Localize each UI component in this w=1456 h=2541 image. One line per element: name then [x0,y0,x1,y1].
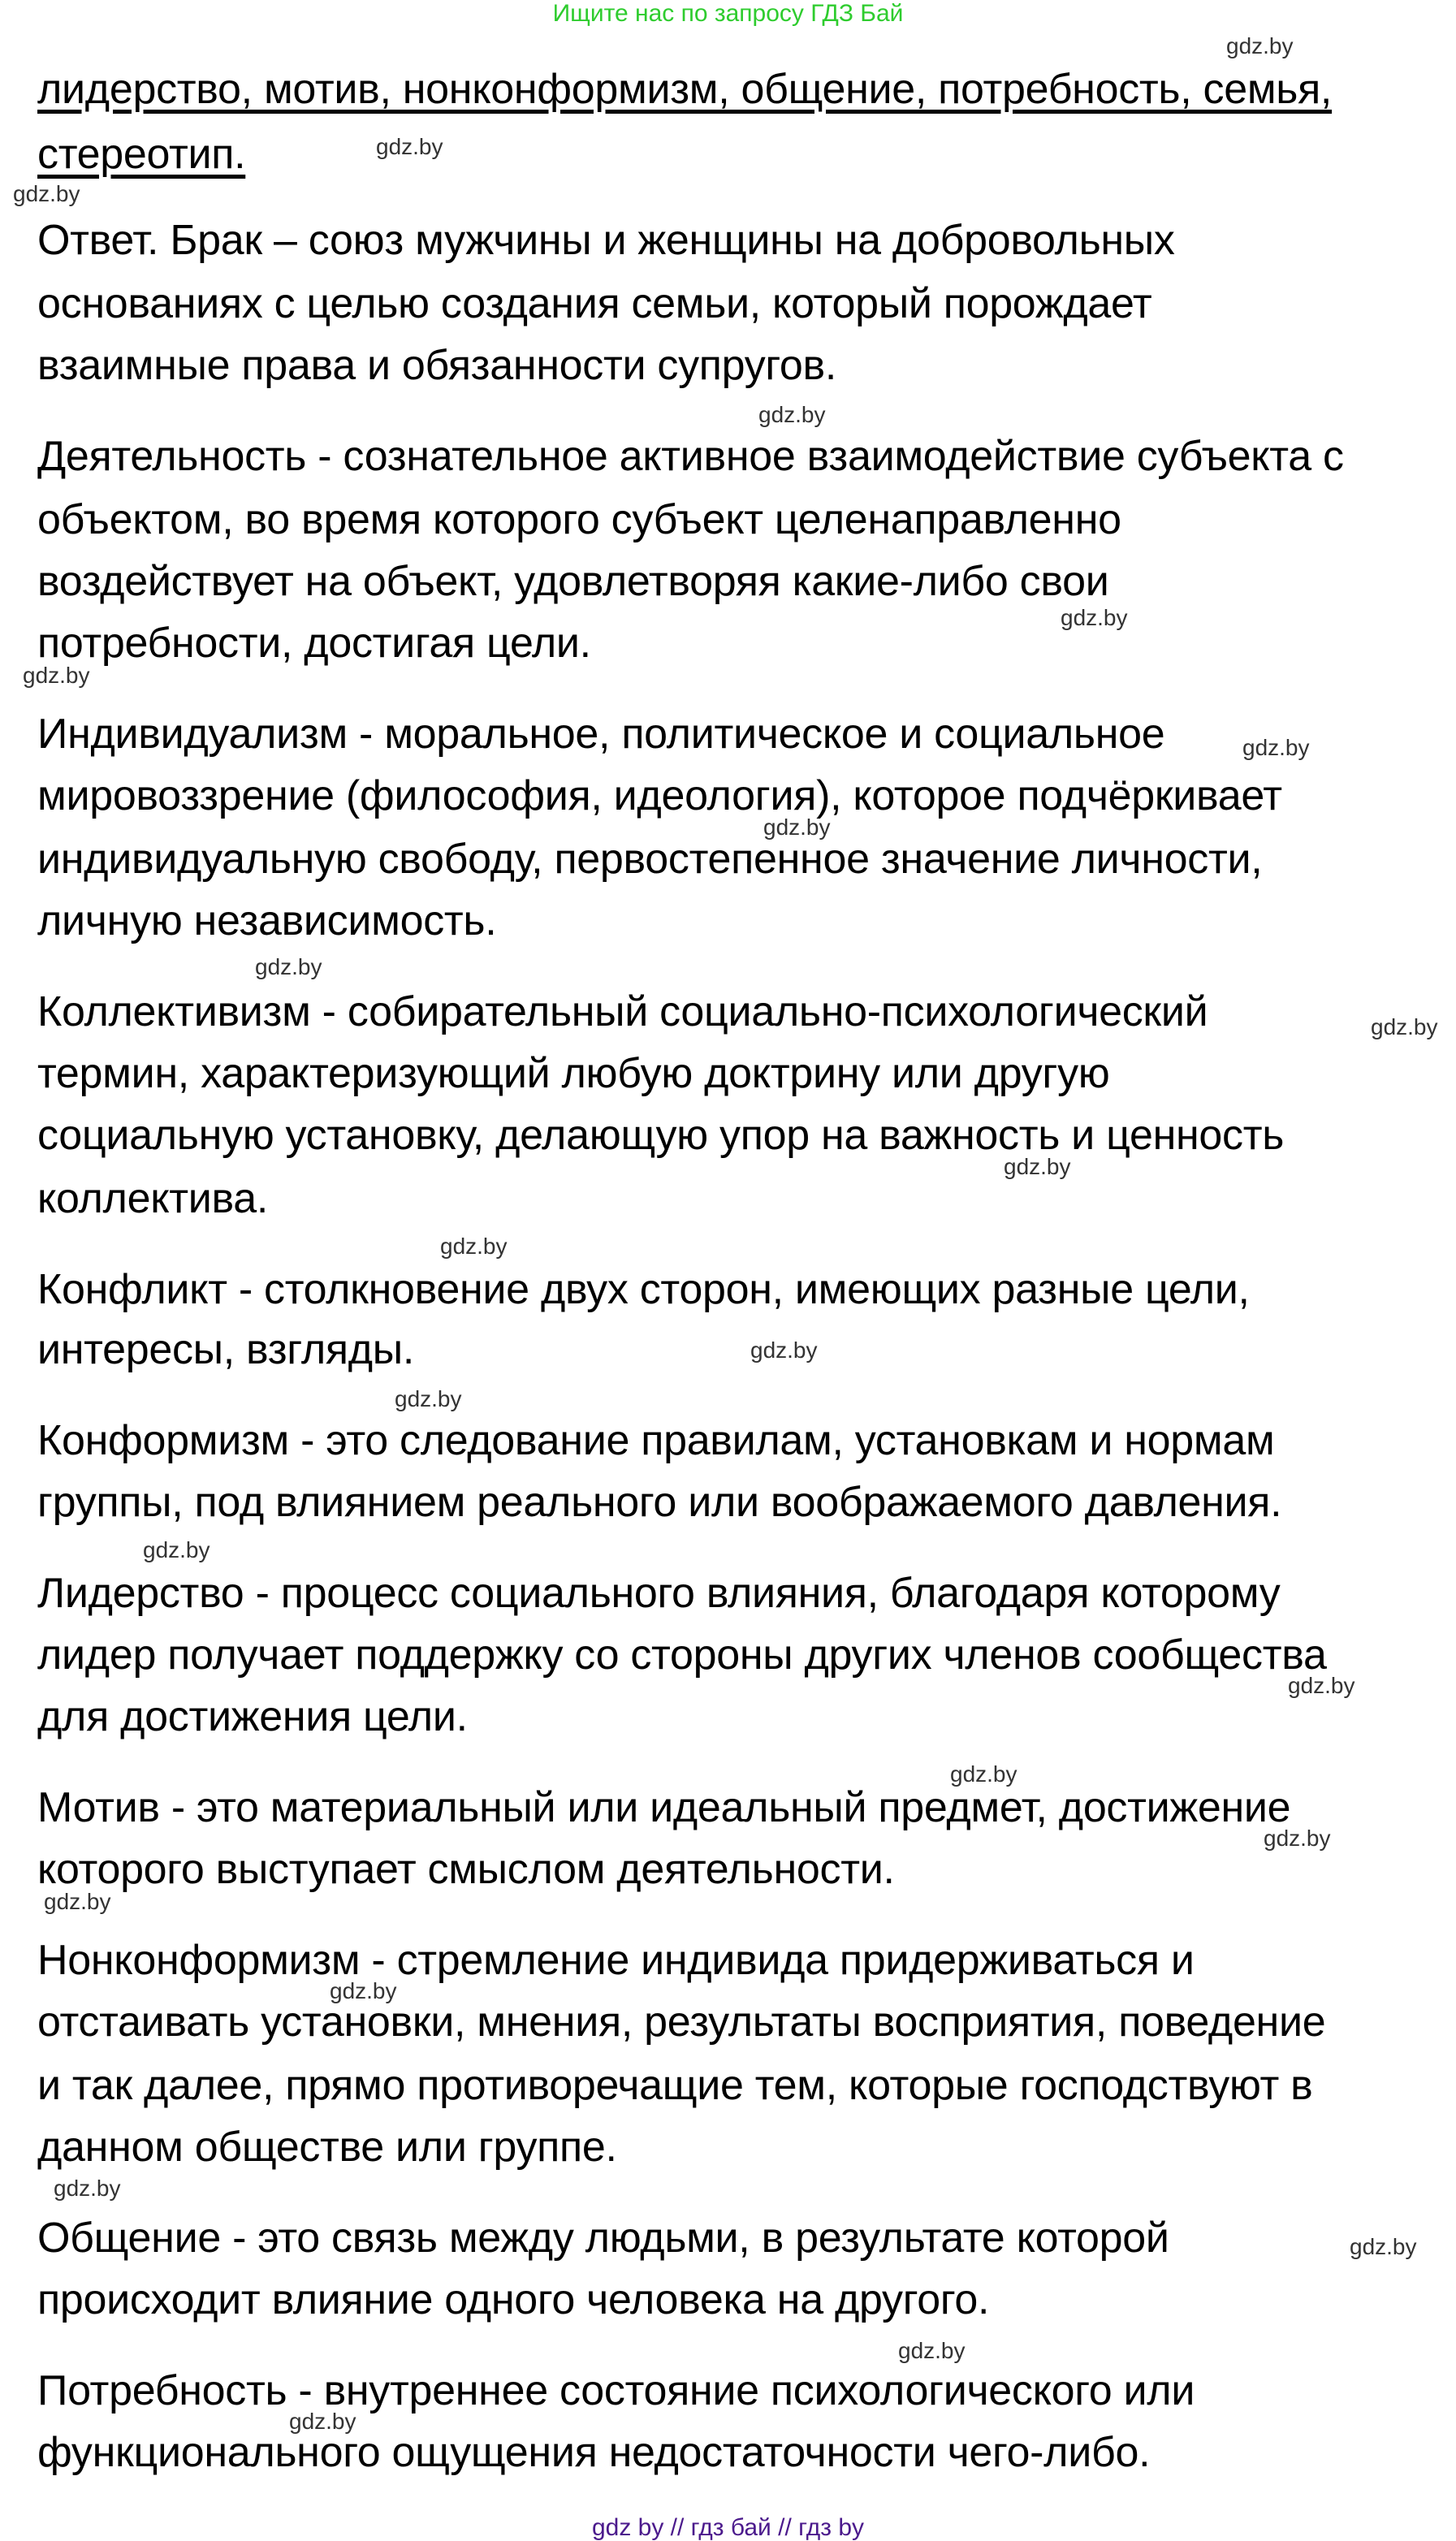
definition-line: воздействует на объект, удовлетворяя какие-либо свои [37,558,1109,605]
watermark-text: gdz.by [395,1386,462,1411]
definition-line: мировоззрение (философия, идеология), которое подчёркивает [37,772,1282,819]
definition-line: группы, под влиянием реального или воображаемого давления. [37,1479,1282,1526]
definition-line: Конфликт - столкновение двух сторон, имеющих разные цели, [37,1266,1250,1313]
watermark-text: gdz.by [898,2338,966,2363]
watermark-text: gdz.by [289,2409,356,2434]
watermark-text: gdz.by [330,1978,397,2003]
watermark-text: gdz.by [376,134,443,159]
definition-line: термин, характеризующий любую доктрину или другую [37,1050,1110,1097]
definition-line: лидер получает поддержку со стороны других членов сообщества [37,1631,1327,1679]
definition-line: Общение - это связь между людьми, в результате которой [37,2215,1169,2262]
definition-line: взаимные права и обязанности супругов. [37,342,837,389]
definition-line: отстаивать установки, мнения, результаты восприятия, поведение [37,1999,1326,2046]
definition-line: Нонконформизм - стремление индивида придерживаться и [37,1937,1195,1984]
watermark-text: gdz.by [440,1234,508,1259]
watermark-text: gdz.by [54,2176,121,2201]
definition-line: Индивидуализм - моральное, политическое и социальное [37,711,1165,758]
definition-line: Мотив - это материальный или идеальный предмет, достижение [37,1784,1291,1831]
definition-line: происходит влияние одного человека на другого. [37,2276,990,2323]
watermark-text: gdz.by [763,815,831,840]
watermark-text: gdz.by [23,663,90,688]
watermark-text: gdz.by [1004,1154,1071,1179]
definition-line: личную независимость. [37,897,497,944]
definition-line: объектом, во время которого субъект целенаправленно [37,496,1121,543]
watermark-text: gdz.by [13,181,80,206]
definition-line: и так далее, прямо противоречащие тем, которые господствуют в [37,2062,1313,2109]
definition-line: социальную установку, делающую упор на важность и ценность [37,1112,1285,1159]
definition-line: Конформизм - это следование правилам, установкам и нормам [37,1417,1275,1464]
watermark-text: gdz.by [1288,1673,1355,1698]
definition-line: данном обществе или группе. [37,2124,617,2171]
watermark-text: gdz.by [750,1337,818,1363]
definition-line: основаниях с целью создания семьи, который порождает [37,280,1152,327]
definition-line: индивидуальную свободу, первостепенное значение личности, [37,836,1263,883]
watermark-text: gdz.by [44,1889,111,1914]
watermark-text: gdz.by [758,402,826,427]
watermark-text: gdz.by [143,1537,210,1562]
definition-line: Ответ. Брак – союз мужчины и женщины на добровольных [37,217,1175,264]
watermark-text: gdz.by [1371,1014,1438,1039]
watermark-text: gdz.by [255,954,322,979]
search-banner: Ищите нас по запросу ГДЗ Бай [552,0,904,27]
watermark-text: gdz.by [950,1761,1017,1787]
watermark-text: gdz.by [1350,2234,1417,2259]
watermark-text: gdz.by [1061,605,1128,630]
definition-line: Потребность - внутреннее состояние психологического или [37,2367,1195,2414]
definition-line: Лидерство - процесс социального влияния, благодаря которому [37,1570,1281,1617]
task-line: лидерство, мотив, нонконформизм, общение, потребность, семья, [37,66,1333,113]
definition-line: Коллективизм - собирательный социально-психологический [37,988,1208,1035]
definition-line: интересы, взгляды. [37,1326,414,1373]
watermark-text: gdz.by [1226,33,1294,58]
footer-watermark: gdz by // гдз бай // гдз by [591,2514,865,2541]
definition-line: для достижения цели. [37,1693,468,1740]
definition-line: потребности, достигая цели. [37,620,591,667]
watermark-text: gdz.by [1264,1826,1331,1851]
definition-line: функционального ощущения недостаточности чего-либо. [37,2429,1151,2476]
definition-line: которого выступает смыслом деятельности. [37,1846,895,1893]
task-line: стереотип. [37,131,246,178]
definition-line: Деятельность - сознательное активное взаимодействие субъекта с [37,433,1344,480]
watermark-text: gdz.by [1242,735,1310,760]
definition-line: коллектива. [37,1175,269,1222]
